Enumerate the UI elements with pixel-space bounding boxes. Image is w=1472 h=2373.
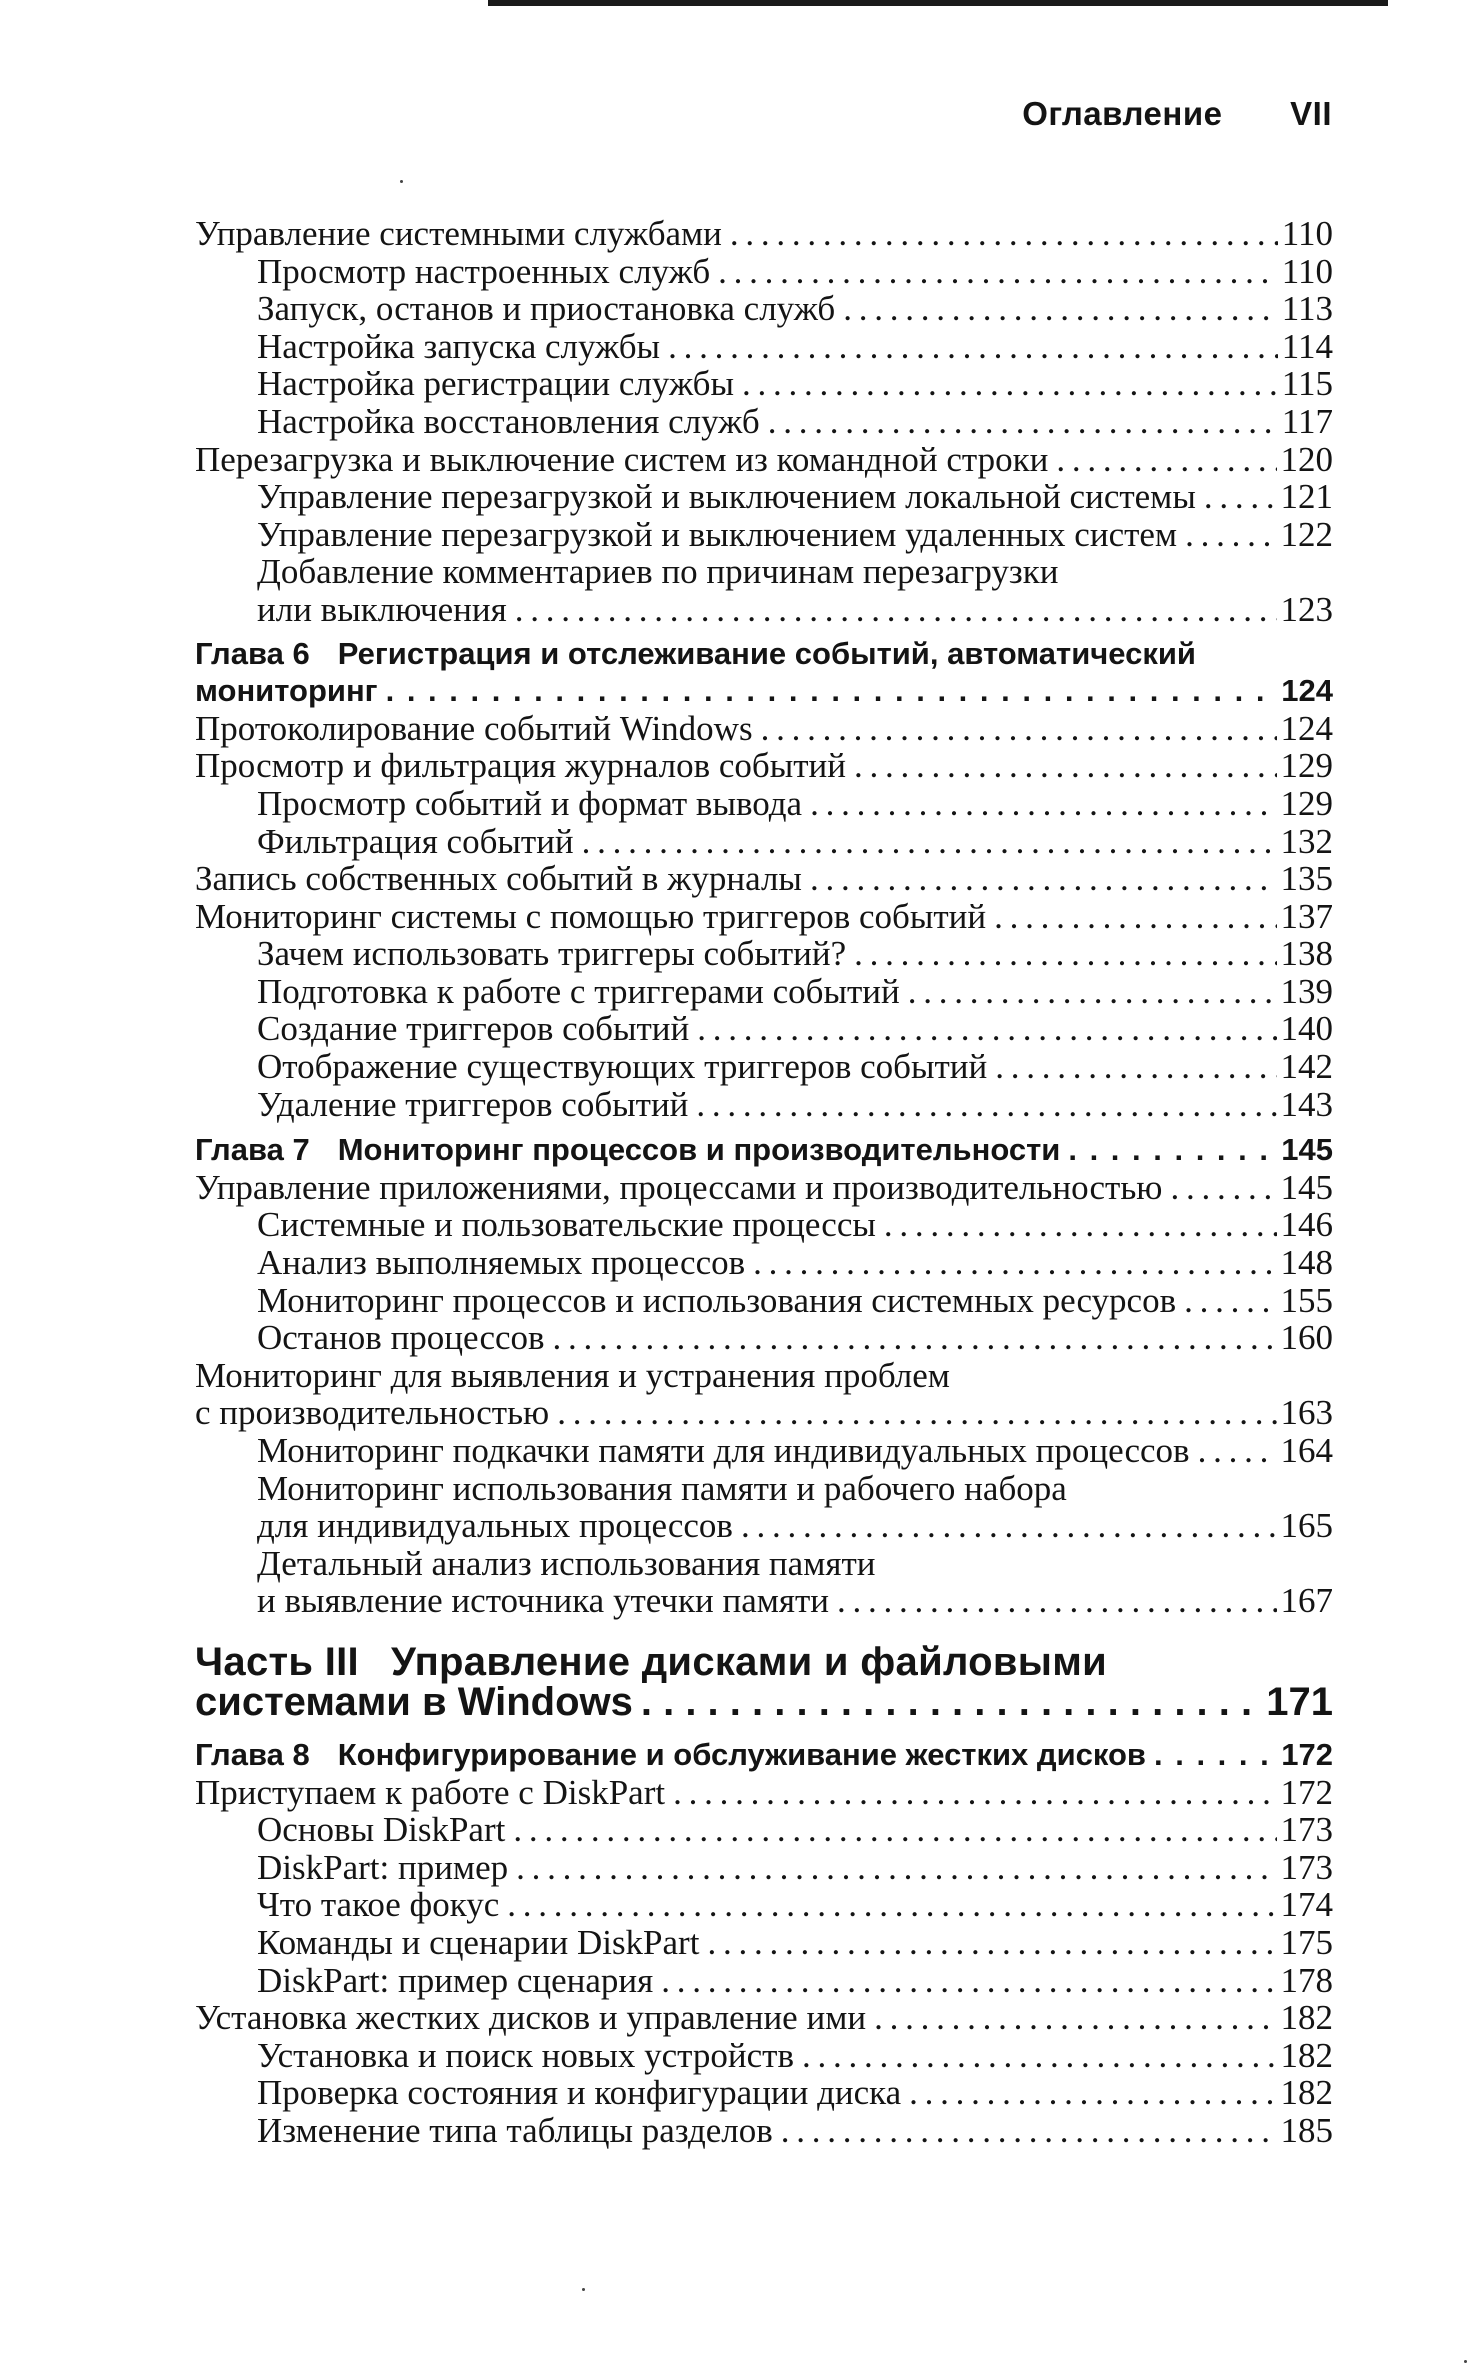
toc-entry[interactable]	[195, 1086, 1333, 1124]
leader-dots	[908, 973, 1277, 1011]
toc-entry[interactable]	[195, 403, 1333, 441]
toc-entry-page: 137	[1280, 896, 1333, 936]
toc-entry-title: Запись собственных событий в журналы	[195, 859, 802, 899]
scan-speck	[1464, 2360, 1467, 2363]
toc-entry-title: Просмотр и фильтрация журналов событий	[195, 746, 847, 786]
scan-speck	[400, 180, 403, 183]
toc-entry[interactable]	[195, 516, 1333, 554]
toc-entry-title: Анализ выполняемых процессов	[257, 1243, 746, 1283]
chapter-title: Мониторинг процессов и производительности	[337, 1132, 1061, 1168]
toc-entry-page: 146	[1280, 1205, 1333, 1245]
leader-dots	[515, 591, 1277, 629]
toc-entry-page: 173	[1280, 1847, 1333, 1887]
toc-entry[interactable]	[195, 1244, 1333, 1282]
leader-dots	[1170, 1169, 1276, 1207]
toc-entry-title: Настройка восстановления служб	[257, 401, 760, 441]
toc-entry-title: Управление системными службами	[195, 214, 722, 253]
leader-dots	[837, 1582, 1276, 1620]
toc-entry[interactable]	[195, 1048, 1333, 1086]
toc-entry-title: DiskPart: пример	[257, 1847, 509, 1887]
toc-entry[interactable]	[195, 1282, 1333, 1320]
toc-entry-title: Удаление триггеров событий	[257, 1084, 689, 1124]
toc-entry-title: Останов процессов	[257, 1318, 545, 1358]
toc-entry-title-line: Детальный анализ использования памяти	[257, 1543, 876, 1583]
toc-entry[interactable]	[195, 328, 1333, 366]
toc-entry[interactable]	[195, 290, 1333, 328]
leader-dots	[1204, 478, 1277, 516]
leader-dots	[1184, 1282, 1276, 1320]
toc-entry[interactable]	[195, 898, 1333, 936]
toc-entry-title: или выключения	[257, 589, 507, 629]
chapter-title: Регистрация и отслеживание событий, автоматический	[337, 635, 1196, 671]
leader-dots	[874, 1999, 1276, 2037]
leader-dots	[1185, 516, 1276, 554]
toc-entry[interactable]	[195, 478, 1333, 516]
leader-dots	[697, 1010, 1276, 1048]
leader-dots	[810, 860, 1277, 898]
toc-entry-page: 155	[1280, 1280, 1333, 1320]
toc-entry-page: 182	[1280, 2073, 1333, 2113]
running-header	[1022, 95, 1332, 133]
chapter-page: 145	[1281, 1132, 1333, 1168]
leader-dots	[707, 1924, 1276, 1962]
toc-entry-page: 185	[1280, 2110, 1333, 2150]
toc-entry-title: Установка и поиск новых устройств	[257, 2035, 794, 2075]
toc-entry[interactable]	[195, 441, 1333, 479]
toc-entry[interactable]	[195, 973, 1333, 1011]
leader-dots	[507, 1886, 1276, 1924]
toc-entry-title: Настройка регистрации службы	[257, 364, 734, 404]
part-3-heading[interactable]	[195, 1639, 1333, 1684]
toc-entry-title: Управление перезагрузкой и выключением локальной системы	[257, 477, 1196, 517]
toc-entry-title: Фильтрация событий	[257, 821, 574, 861]
leader-dots	[909, 2074, 1276, 2112]
leader-dots	[386, 672, 1278, 710]
toc-entry-page: 167	[1280, 1581, 1333, 1621]
toc-entry[interactable]	[195, 365, 1333, 403]
leader-dots	[854, 935, 1276, 973]
toc-entry-title: Проверка состояния и конфигурации диска	[257, 2073, 902, 2113]
toc-entry[interactable]	[195, 1394, 1333, 1432]
leader-dots	[1056, 441, 1276, 479]
toc-entry[interactable]	[195, 1010, 1333, 1048]
leader-dots	[1154, 1736, 1277, 1774]
leader-dots	[696, 1086, 1276, 1124]
toc-entry-page: 135	[1280, 859, 1333, 899]
toc-entry-title: для индивидуальных процессов	[257, 1506, 733, 1546]
toc-entry-title: Изменение типа таблицы разделов	[257, 2110, 773, 2150]
leader-dots	[761, 710, 1277, 748]
table-of-contents	[195, 215, 1333, 2150]
top-border-line	[488, 0, 1388, 6]
chapter-6-heading[interactable]	[195, 635, 1333, 673]
toc-entry-page: 148	[1280, 1243, 1333, 1283]
toc-entry-page: 138	[1280, 934, 1333, 974]
leader-dots	[513, 1811, 1276, 1849]
toc-entry[interactable]	[195, 1169, 1333, 1207]
leader-dots	[854, 747, 1276, 785]
toc-entry[interactable]	[195, 1999, 1333, 2037]
toc-entry-page: 182	[1280, 2035, 1333, 2075]
toc-entry-title: Просмотр настроенных служб	[257, 251, 711, 291]
toc-entry-title: Команды и сценарии DiskPart	[257, 1922, 700, 1962]
toc-entry[interactable]	[195, 1507, 1333, 1545]
toc-entry-page: 172	[1280, 1772, 1333, 1812]
toc-entry-title: Что такое фокус	[257, 1885, 500, 1925]
toc-entry-title-line: Добавление комментариев по причинам перезагрузки	[257, 552, 1059, 592]
toc-entry-title: Управление приложениями, процессами и производительностью	[195, 1167, 1163, 1207]
toc-entry-title: Протоколирование событий Windows	[195, 708, 753, 748]
toc-entry-title-line: Мониторинг для выявления и устранения проблем	[195, 1355, 950, 1395]
toc-entry-page: 122	[1280, 514, 1333, 554]
chapter-page: 124	[1281, 673, 1333, 709]
toc-entry-page: 129	[1280, 746, 1333, 786]
toc-entry-title: Подготовка к работе с триггерами событий	[257, 971, 900, 1011]
toc-entry[interactable]	[195, 2112, 1333, 2150]
part-title-cont: системами в Windows	[195, 1679, 633, 1724]
toc-entry-page: 120	[1280, 439, 1333, 479]
leader-dots	[557, 1394, 1276, 1432]
toc-entry-page: 173	[1280, 1810, 1333, 1850]
toc-entry-page: 140	[1280, 1009, 1333, 1049]
toc-entry[interactable]	[195, 1432, 1333, 1470]
toc-entry-title-line: Мониторинг использования памяти и рабочего набора	[257, 1468, 1067, 1508]
toc-entry-title: Отображение существующих триггеров событий	[257, 1047, 988, 1087]
toc-entry-page: 110	[1281, 251, 1333, 291]
toc-entry-page: 182	[1280, 1998, 1333, 2038]
toc-entry-title: Перезагрузка и выключение систем из командной строки	[195, 439, 1049, 479]
leader-dots	[994, 898, 1276, 936]
leader-dots	[810, 785, 1276, 823]
chapter-page: 172	[1281, 1736, 1333, 1772]
toc-entry-title: Мониторинг процессов и использования системных ресурсов	[257, 1280, 1177, 1320]
leader-dots	[768, 403, 1278, 441]
leader-dots	[802, 2037, 1277, 2075]
toc-entry-page: 139	[1280, 971, 1333, 1011]
leader-dots	[641, 1682, 1262, 1722]
part-3-heading-cont[interactable]	[195, 1679, 1333, 1724]
toc-entry-title: Мониторинг системы с помощью триггеров событий	[195, 896, 987, 936]
toc-entry-title: DiskPart: пример сценария	[257, 1960, 654, 2000]
running-header-page: VII	[1290, 95, 1332, 132]
leader-dots	[668, 328, 1278, 366]
part-title: Управление дисками и файловыми	[390, 1639, 1108, 1684]
chapter-7-heading[interactable]	[195, 1131, 1333, 1169]
toc-entry-title: Установка жестких дисков и управление ими	[195, 1998, 867, 2038]
toc-entry-page: 160	[1280, 1318, 1333, 1358]
chapter-label: Глава 6	[195, 635, 310, 671]
toc-entry[interactable]	[195, 1319, 1333, 1357]
toc-entry[interactable]	[195, 1206, 1333, 1244]
chapter-title: Конфигурирование и обслуживание жестких дисков	[337, 1736, 1146, 1772]
toc-entry-page: 117	[1281, 401, 1333, 441]
toc-entry-page: 164	[1280, 1431, 1333, 1470]
toc-entry-page: 132	[1280, 821, 1333, 861]
leader-dots	[730, 215, 1278, 253]
leader-dots	[582, 823, 1277, 861]
toc-entry[interactable]	[195, 935, 1333, 973]
leader-dots	[884, 1206, 1277, 1244]
running-header-title: Оглавление	[1022, 95, 1223, 132]
leader-dots	[718, 253, 1278, 291]
leader-dots	[843, 290, 1278, 328]
toc-entry-page: 124	[1280, 708, 1333, 748]
toc-entry[interactable]	[195, 2074, 1333, 2112]
toc-entry-title: Основы DiskPart	[257, 1810, 506, 1850]
leader-dots	[753, 1244, 1276, 1282]
toc-entry-title: Управление перезагрузкой и выключением удаленных систем	[257, 514, 1178, 554]
toc-entry-page: 142	[1280, 1047, 1333, 1087]
toc-entry[interactable]	[195, 710, 1333, 748]
toc-entry[interactable]	[195, 823, 1333, 861]
leader-dots	[1068, 1131, 1277, 1169]
leader-dots	[553, 1319, 1277, 1357]
toc-entry[interactable]	[195, 1811, 1333, 1849]
toc-entry-page: 165	[1280, 1506, 1333, 1546]
toc-entry[interactable]	[195, 860, 1333, 898]
toc-entry-title: с производительностью	[195, 1393, 550, 1433]
toc-entry[interactable]	[195, 215, 1333, 253]
toc-entry[interactable]	[195, 1774, 1333, 1812]
toc-entry[interactable]	[195, 1924, 1333, 1962]
toc-entry-title: Мониторинг подкачки памяти для индивидуальных процессов	[257, 1431, 1190, 1470]
chapter-label: Глава 7	[195, 1132, 310, 1168]
chapter-title-cont: мониторинг	[195, 673, 378, 709]
toc-entry-title: и выявление источника утечки памяти	[257, 1581, 830, 1621]
leader-dots	[661, 1962, 1276, 2000]
toc-entry-title: Настройка запуска службы	[257, 326, 661, 366]
chapter-8-heading[interactable]	[195, 1736, 1333, 1774]
toc-entry-page: 129	[1280, 783, 1333, 823]
chapter-label: Глава 8	[195, 1736, 310, 1772]
toc-entry-page: 115	[1281, 364, 1333, 404]
toc-entry-page: 178	[1280, 1960, 1333, 2000]
toc-entry[interactable]	[195, 591, 1333, 629]
leader-dots	[781, 2112, 1277, 2150]
toc-entry-page: 123	[1280, 589, 1333, 629]
toc-entry-page: 163	[1280, 1393, 1333, 1433]
toc-entry-page: 110	[1281, 214, 1333, 253]
toc-entry-page: 114	[1281, 326, 1333, 366]
toc-entry-page: 113	[1281, 289, 1333, 329]
toc-entry[interactable]	[195, 1849, 1333, 1887]
toc-entry-title: Просмотр событий и формат вывода	[257, 783, 803, 823]
toc-entry-title: Запуск, останов и приостановка служб	[257, 289, 836, 329]
toc-entry-page: 174	[1280, 1885, 1333, 1925]
toc-entry-page: 175	[1280, 1922, 1333, 1962]
toc-entry-title: Создание триггеров событий	[257, 1009, 690, 1049]
part-page: 171	[1266, 1679, 1333, 1724]
toc-entry-title: Зачем использовать триггеры событий?	[257, 934, 847, 974]
toc-entry-page: 143	[1280, 1084, 1333, 1124]
leader-dots	[673, 1774, 1276, 1812]
toc-entry[interactable]	[195, 253, 1333, 291]
toc-entry-page: 121	[1280, 477, 1333, 517]
leader-dots	[742, 365, 1278, 403]
toc-entry-page: 145	[1280, 1167, 1333, 1207]
leader-dots	[741, 1507, 1277, 1545]
toc-entry-title: Приступаем к работе с DiskPart	[195, 1772, 666, 1812]
toc-entry-title: Системные и пользовательские процессы	[257, 1205, 876, 1245]
toc-entry[interactable]	[195, 785, 1333, 823]
part-label: Часть III	[195, 1639, 359, 1684]
toc-entry[interactable]	[195, 2037, 1333, 2075]
leader-dots	[516, 1849, 1276, 1887]
leader-dots	[995, 1048, 1276, 1086]
toc-entry[interactable]	[195, 747, 1333, 785]
leader-dots	[1198, 1432, 1277, 1470]
scan-speck	[582, 2288, 585, 2291]
chapter-6-heading-cont[interactable]	[195, 672, 1333, 710]
toc-entry[interactable]	[195, 1886, 1333, 1924]
toc-entry[interactable]	[195, 1582, 1333, 1620]
toc-entry[interactable]	[195, 1962, 1333, 2000]
